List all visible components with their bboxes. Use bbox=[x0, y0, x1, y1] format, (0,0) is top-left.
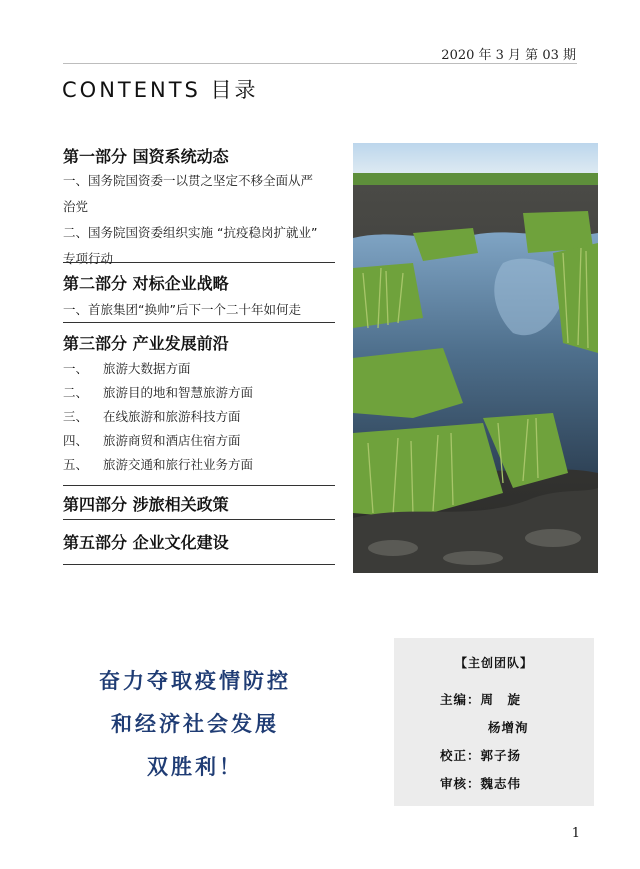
toc-item-continued[interactable]: 专项行动 bbox=[63, 251, 114, 266]
toc-item[interactable]: 一、首旅集团“换帅”后下一个二十年如何走 bbox=[63, 302, 301, 317]
proofreader: 校正：郭子扬 bbox=[440, 748, 522, 763]
editor-in-chief: 主编：周 旋 bbox=[440, 692, 522, 707]
table-of-contents bbox=[63, 142, 335, 565]
toc-item-text: 旅游目的地和智慧旅游方面 bbox=[103, 385, 254, 400]
toc-section-1 bbox=[63, 142, 335, 266]
toc-item[interactable]: 一、国务院国资委一以贯之坚定不移全面从严 bbox=[63, 173, 314, 188]
toc-item-number: 五、 bbox=[63, 457, 89, 472]
editor-in-chief-2: 杨增洵 bbox=[488, 720, 529, 735]
slogan-line: 双胜利！ bbox=[147, 755, 243, 779]
toc-section-5 bbox=[63, 520, 335, 565]
toc-item[interactable] bbox=[63, 357, 335, 381]
slogan bbox=[60, 660, 330, 789]
toc-item-number: 四、 bbox=[63, 433, 89, 448]
toc-item[interactable] bbox=[63, 429, 335, 453]
toc-item-number: 一、 bbox=[63, 361, 89, 376]
wetland-landscape-photo bbox=[353, 143, 598, 573]
page-number: 1 bbox=[571, 826, 580, 841]
toc-item-text: 旅游大数据方面 bbox=[103, 361, 191, 376]
toc-section-title[interactable]: 第三部分 产业发展前沿 bbox=[63, 334, 229, 353]
toc-item[interactable]: 二、国务院国资委组织实施 “抗疫稳岗扩就业” bbox=[63, 225, 318, 240]
toc-item-text: 旅游商贸和酒店住宿方面 bbox=[103, 433, 241, 448]
toc-section-2 bbox=[63, 263, 335, 323]
toc-section-title[interactable]: 第五部分 企业文化建设 bbox=[63, 533, 229, 552]
slogan-line: 和经济社会发展 bbox=[111, 712, 279, 736]
issue-date: 2020 年 3 月 第 03 期 bbox=[441, 48, 576, 63]
editorial-team-box bbox=[394, 638, 594, 806]
toc-section-title[interactable]: 第四部分 涉旅相关政策 bbox=[63, 495, 229, 514]
toc-item[interactable] bbox=[63, 453, 335, 477]
reviewer: 审核：魏志伟 bbox=[440, 776, 522, 791]
toc-section-title[interactable]: 第一部分 国资系统动态 bbox=[63, 147, 229, 166]
toc-item-continued[interactable]: 治党 bbox=[63, 199, 89, 214]
header-divider bbox=[63, 63, 577, 64]
toc-section-title[interactable]: 第二部分 对标企业战略 bbox=[63, 274, 229, 293]
contents-title: CONTENTS 目录 bbox=[62, 78, 259, 102]
team-title: 【主创团队】 bbox=[454, 656, 533, 670]
toc-item-text: 在线旅游和旅游科技方面 bbox=[103, 409, 241, 424]
toc-item-number: 二、 bbox=[63, 385, 89, 400]
toc-item[interactable] bbox=[63, 381, 335, 405]
toc-section-3 bbox=[63, 323, 335, 486]
slogan-line: 奋力夺取疫情防控 bbox=[99, 669, 291, 693]
toc-item-text: 旅游交通和旅行社业务方面 bbox=[103, 457, 254, 472]
toc-item-number: 三、 bbox=[63, 409, 89, 424]
toc-item[interactable] bbox=[63, 405, 335, 429]
toc-section-4 bbox=[63, 486, 335, 520]
